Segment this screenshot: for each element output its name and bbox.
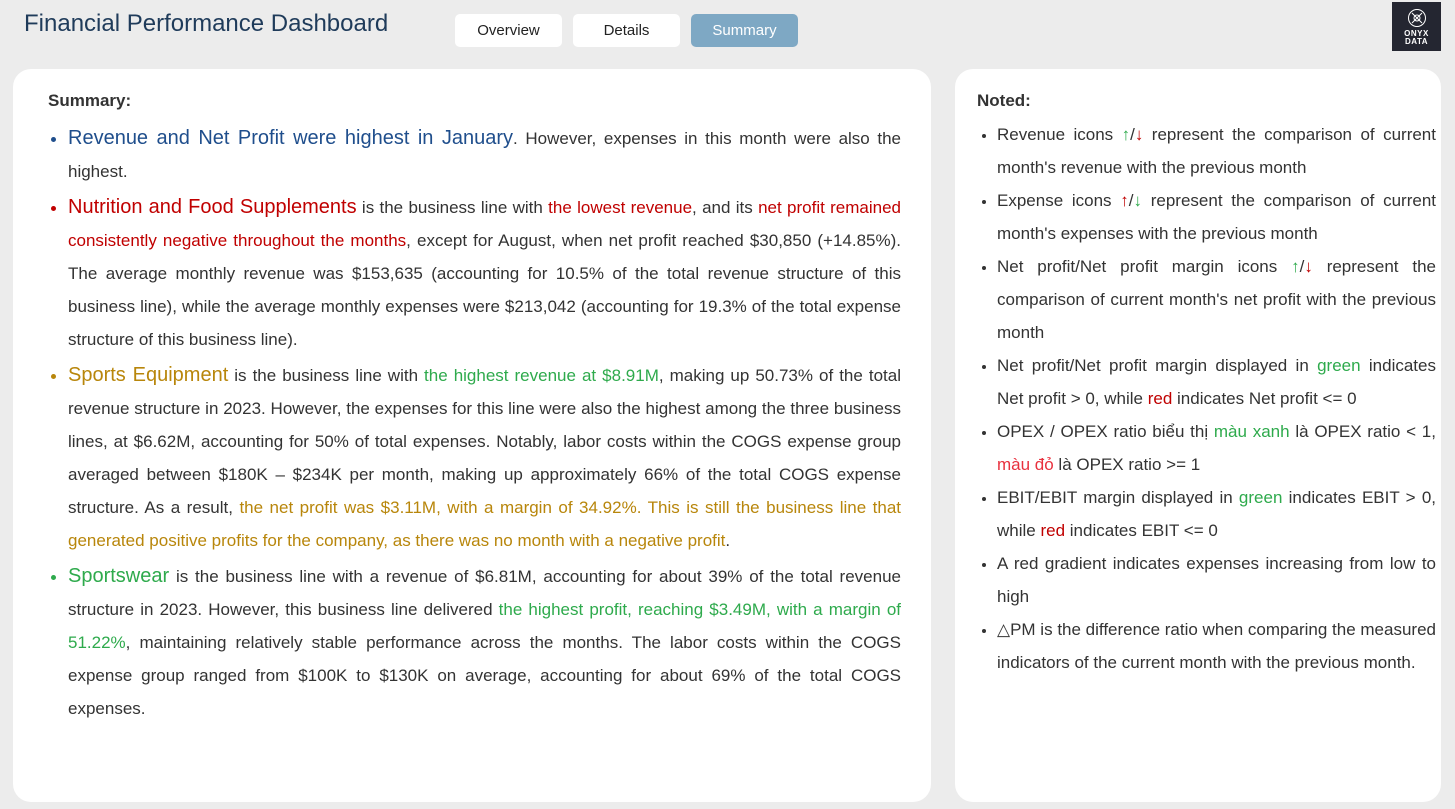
note-green-word: green	[1317, 356, 1361, 375]
arrow-down-icon: ↓	[1134, 125, 1144, 144]
note-net-profit-color	[997, 349, 1436, 415]
note-text: OPEX / OPEX ratio biểu thị	[997, 422, 1214, 441]
summary-item-nutrition	[68, 191, 901, 356]
note-text: EBIT/EBIT margin displayed in	[997, 488, 1239, 507]
note-opex-color	[997, 415, 1436, 481]
summary-text: .	[725, 531, 731, 550]
summary-text: is the business line with a revenue of $6.81M, accounting for about 39% of the total revenue structure in 2023. However, this business line delivered	[68, 567, 901, 619]
summary-lead: Sports Equipment	[68, 364, 229, 386]
note-green-word: màu xanh	[1213, 422, 1290, 441]
note-text: Net profit/Net profit margin displayed in	[997, 356, 1318, 375]
summary-list	[48, 122, 901, 728]
summary-lead: Revenue and Net Profit were highest in January	[68, 127, 514, 149]
note-text: Revenue icons	[997, 125, 1122, 144]
note-red-gradient: • A red gradient indicates expenses increasing from low to high	[997, 547, 1436, 613]
note-text: /	[1299, 257, 1305, 276]
summary-highlight: net profit remained consistently negative throughout the months	[68, 198, 901, 250]
arrow-down-icon: ↓	[1133, 191, 1143, 210]
summary-text: , maintaining relatively stable performance across the months. The labor costs within the COGS expense group ranged from $100K to $130K on average, accounting for about 69% of the total COGS expenses.	[68, 633, 901, 718]
arrow-up-icon: ↑	[1291, 257, 1300, 276]
summary-item-sports-equipment	[68, 359, 901, 557]
note-text: /	[1128, 191, 1134, 210]
note-red-word: red	[1147, 389, 1173, 408]
logo-mark-icon	[1407, 8, 1427, 28]
note-text: Expense icons	[997, 191, 1121, 210]
note-text: /	[1130, 125, 1135, 144]
tab-bar	[455, 14, 798, 47]
arrow-up-icon: ↑	[1121, 125, 1131, 144]
note-delta-pm: • △PM is the difference ratio when comparing the measured indicators of the current month with the previous month.	[997, 613, 1436, 679]
summary-highlight: the highest profit, reaching $3.49M, with a margin of 51.22%	[68, 600, 901, 652]
note-text: là OPEX ratio < 1,	[1289, 422, 1436, 441]
notes-list	[977, 118, 1436, 679]
arrow-up-icon: ↑	[1120, 191, 1129, 210]
summary-text: . However, expenses in this month were also the highest.	[68, 129, 902, 181]
note-text: là OPEX ratio >= 1	[1053, 455, 1201, 474]
summary-lead: Nutrition and Food Supplements	[68, 196, 357, 218]
note-green-word: green	[1238, 488, 1283, 507]
summary-text: is the business line with	[356, 198, 549, 217]
summary-text: is the business line with	[228, 366, 425, 385]
note-text: indicates EBIT > 0, while	[997, 488, 1436, 540]
page-title: Financial Performance Dashboard	[24, 10, 389, 37]
summary-text: , making up 50.73% of the total revenue structure in 2023. However, the expenses for this line were also the highest among the three business lines, at $6.62M, accounting for 50% of total expenses. Notably, labor costs within the COGS expense group averaged between $180K – $234K per month, making up approximately 66% of the total COGS expense structure. As a result,	[68, 366, 901, 517]
note-text: indicates EBIT <= 0	[1065, 521, 1218, 540]
notes-title: Noted:	[977, 91, 1031, 110]
summary-text: , except for August, when net profit reached $30,850 (+14.85%). The average monthly revenue was $153,635 (accounting for 10.5% of the total revenue structure of this business line), while the average monthly expenses were $213,042 (accounting for 19.3% of the total expense structure of this business line).	[68, 231, 902, 349]
logo-text-line2: DATA	[1404, 37, 1429, 46]
summary-item-january	[68, 122, 901, 188]
summary-item-sportswear	[68, 560, 901, 725]
arrow-down-icon: ↓	[1304, 257, 1313, 276]
summary-highlight: the net profit was $3.11M, with a margin of 34.92%. This is still the business line that generated positive profits for the company, as there was no month with a negative profit	[68, 498, 901, 550]
note-text: indicates Net profit > 0, while	[997, 356, 1436, 408]
summary-text: , and its	[692, 198, 759, 217]
tab-overview[interactable]: Overview	[455, 14, 562, 47]
logo-text-line1: ONYX	[1404, 29, 1429, 38]
notes-card	[955, 69, 1441, 802]
note-red-word: red	[1040, 521, 1066, 540]
note-net-profit-icons	[997, 250, 1436, 349]
summary-title: Summary:	[48, 91, 132, 110]
note-text: represent the comparison of current month's expenses with the previous month	[997, 191, 1436, 243]
note-text: Net profit/Net profit margin icons	[997, 257, 1292, 276]
note-text: indicates Net profit <= 0	[1172, 389, 1357, 408]
summary-highlight: the highest revenue at $8.91M	[424, 366, 659, 385]
onyx-data-logo	[1392, 2, 1441, 51]
note-text: represent the comparison of current month's revenue with the previous month	[997, 125, 1436, 177]
summary-highlight: the lowest revenue	[548, 198, 693, 217]
note-text: represent the comparison of current month's net profit with the previous month	[997, 257, 1436, 342]
summary-lead: Sportswear	[68, 565, 170, 587]
note-expense-icons	[997, 184, 1436, 250]
note-red-word: màu đỏ	[997, 455, 1054, 474]
tab-details[interactable]: Details	[573, 14, 680, 47]
summary-card	[13, 69, 931, 802]
tab-summary[interactable]: Summary	[691, 14, 798, 47]
note-ebit-color	[997, 481, 1436, 547]
note-revenue-icons	[997, 118, 1436, 184]
